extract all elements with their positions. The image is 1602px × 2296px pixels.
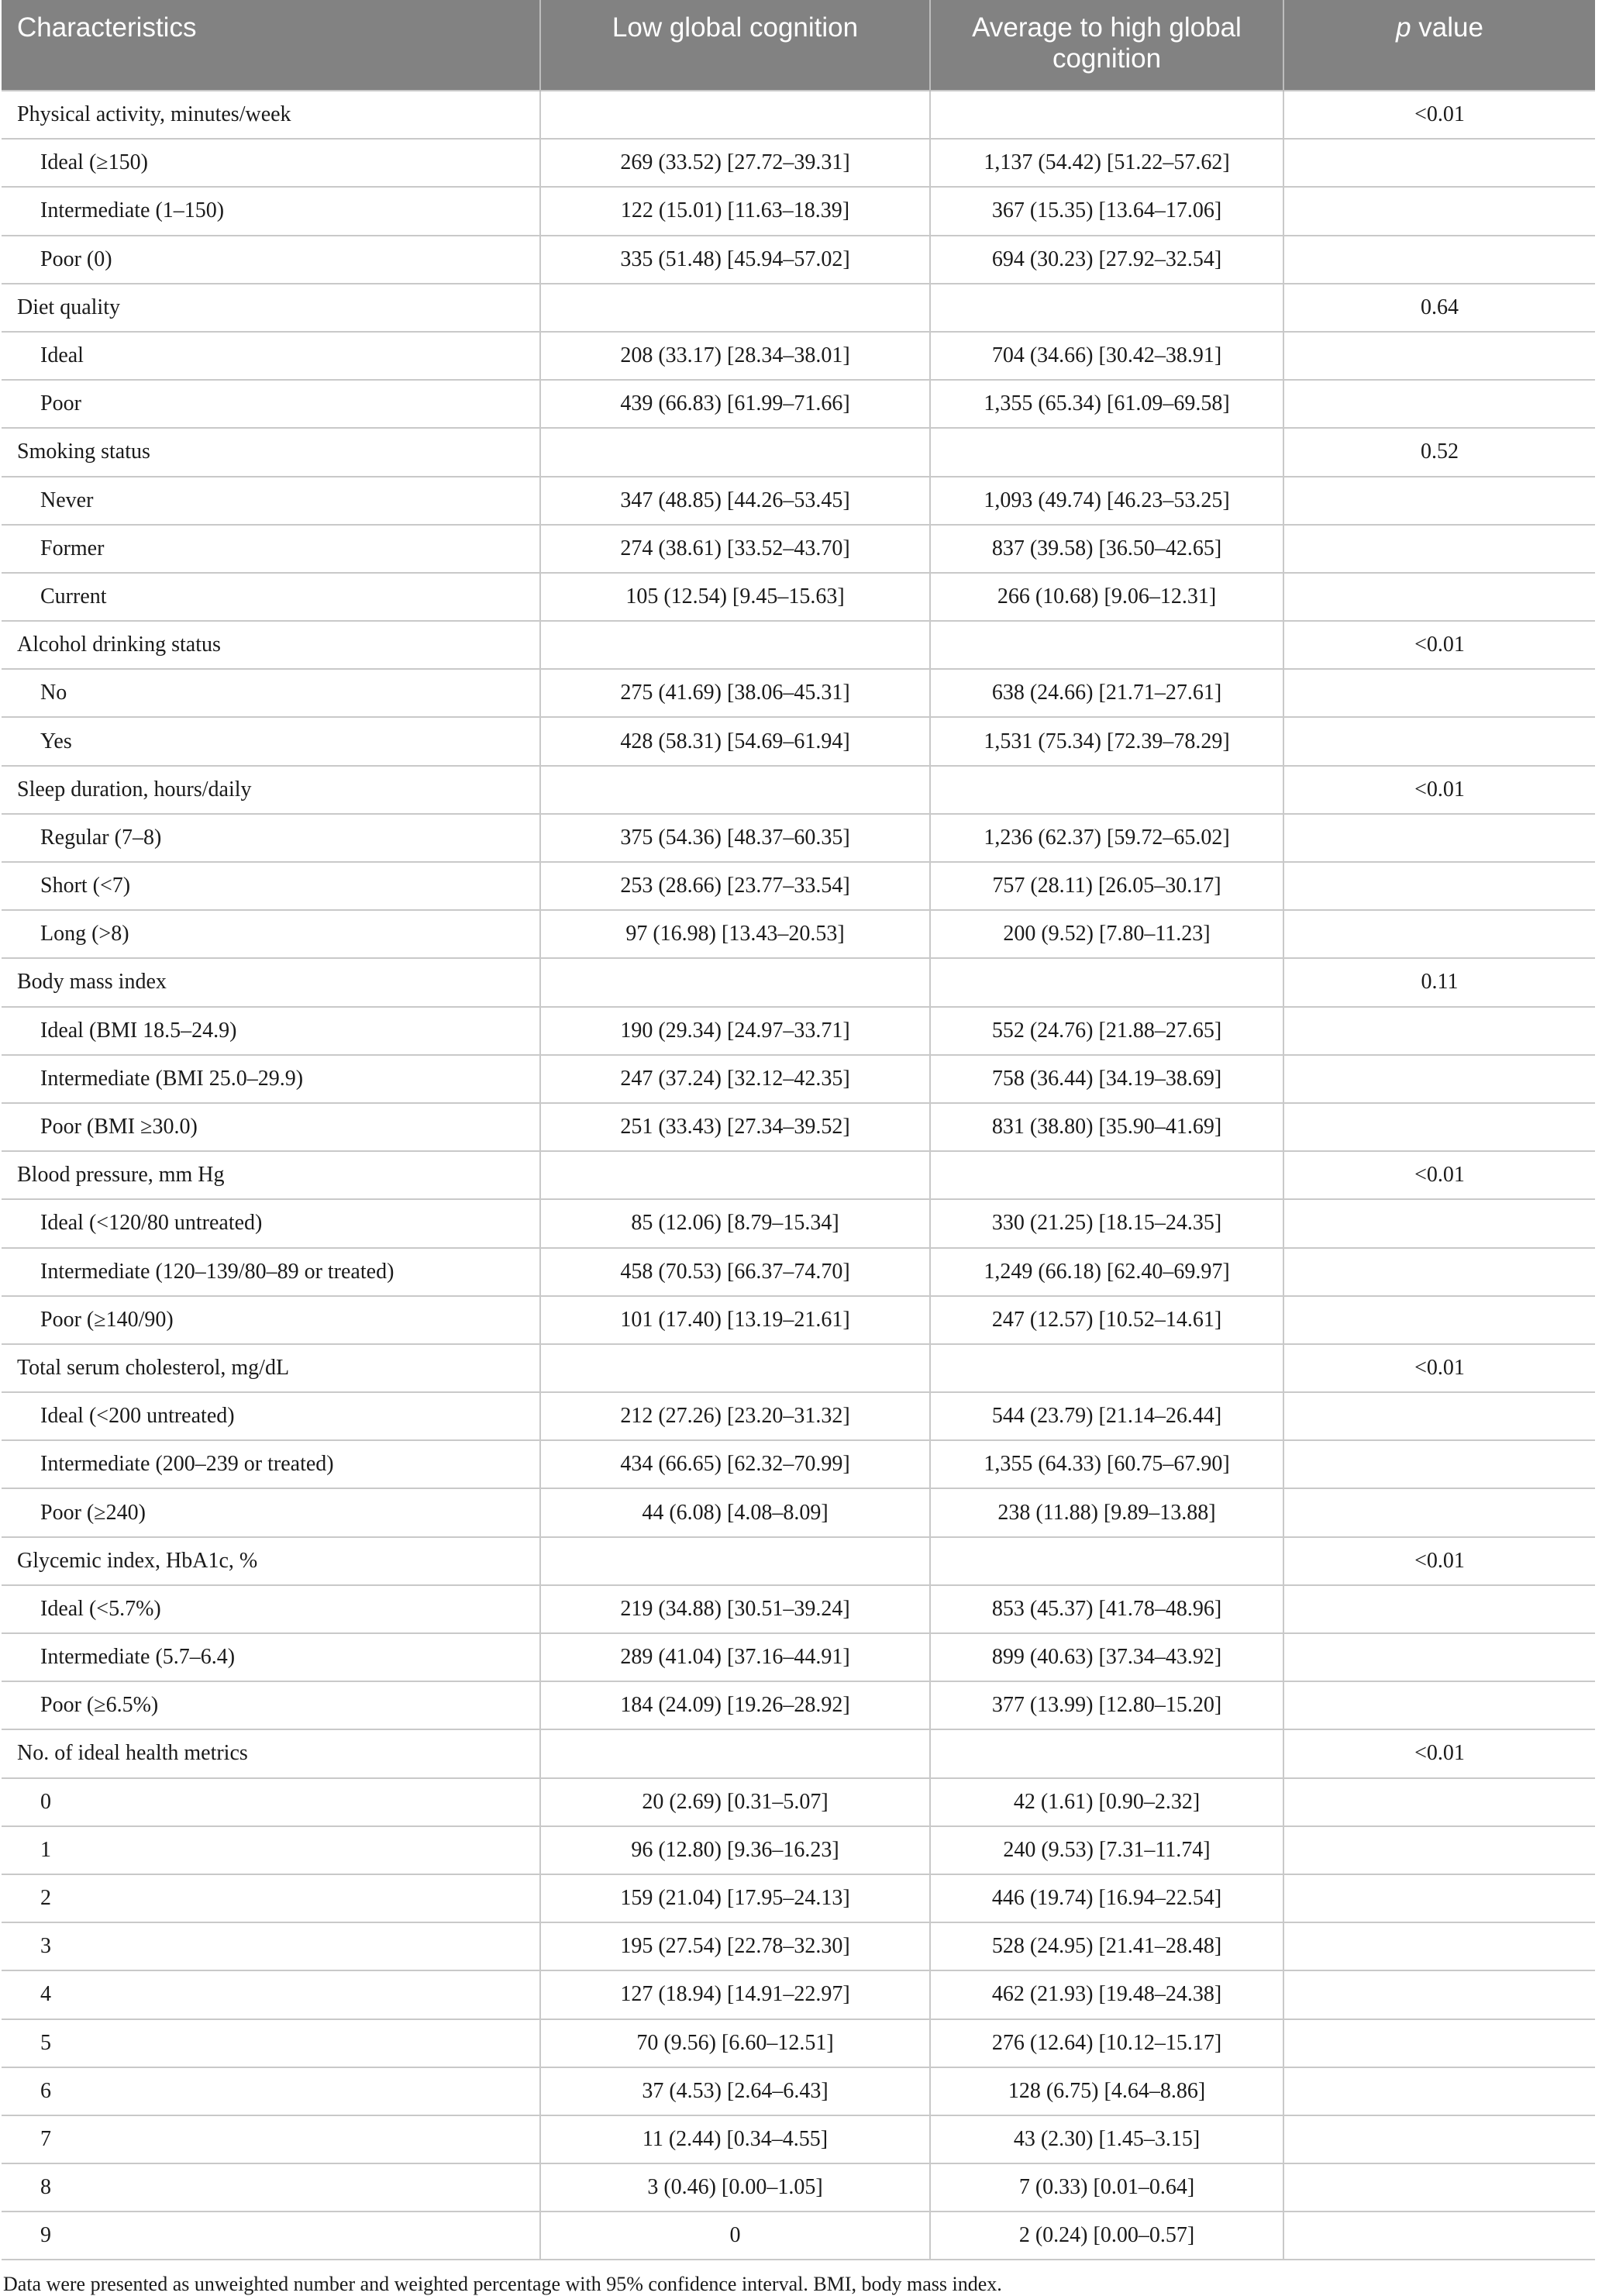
table-row-category	[2, 428, 1595, 476]
cell-average-to-high-global-cognition: 704 (34.66) [30.42–38.91]	[930, 332, 1283, 380]
cell-low-global-cognition: 439 (66.83) [61.99–71.66]	[540, 380, 930, 428]
table-row	[2, 477, 1595, 525]
category-label: No. of ideal health metrics	[2, 1729, 540, 1777]
row-label: Former	[2, 525, 540, 573]
table-row-category	[2, 958, 1595, 1006]
table-row	[2, 236, 1595, 284]
cell-average-to-high-global-cognition: 1,236 (62.37) [59.72–65.02]	[930, 814, 1283, 862]
cell-low-global-cognition: 434 (66.65) [62.32–70.99]	[540, 1440, 930, 1488]
cell-average-to-high-global-cognition: 837 (39.58) [36.50–42.65]	[930, 525, 1283, 573]
cell-p-value	[1283, 910, 1595, 958]
cell-p-value	[1283, 2115, 1595, 2163]
cell-low-global-cognition: 212 (27.26) [23.20–31.32]	[540, 1392, 930, 1440]
cell-low-global-cognition: 190 (29.34) [24.97–33.71]	[540, 1007, 930, 1055]
cell-low-global-cognition: 85 (12.06) [8.79–15.34]	[540, 1199, 930, 1247]
cell-p-value	[1283, 1296, 1595, 1344]
cell-p-value	[1283, 1970, 1595, 2018]
cell-p-value: <0.01	[1283, 1537, 1595, 1585]
cell-low-global-cognition: 251 (33.43) [27.34–39.52]	[540, 1103, 930, 1151]
cell-p-value	[1283, 1874, 1595, 1922]
cell-low-global-cognition: 253 (28.66) [23.77–33.54]	[540, 862, 930, 910]
row-label: Poor (≥140/90)	[2, 1296, 540, 1344]
table-row-category	[2, 1537, 1595, 1585]
table-row	[2, 2163, 1595, 2212]
category-label: Smoking status	[2, 428, 540, 476]
cell-low-global-cognition: 101 (17.40) [13.19–21.61]	[540, 1296, 930, 1344]
cell-p-value	[1283, 1007, 1595, 1055]
cell-average-to-high-global-cognition: 757 (28.11) [26.05–30.17]	[930, 862, 1283, 910]
row-label: Ideal (<5.7%)	[2, 1585, 540, 1633]
row-label: 9	[2, 2212, 540, 2260]
cell-average-to-high-global-cognition: 638 (24.66) [21.71–27.61]	[930, 669, 1283, 717]
cell-p-value: <0.01	[1283, 1151, 1595, 1199]
cell-average-to-high-global-cognition	[930, 1537, 1283, 1585]
cell-p-value	[1283, 1488, 1595, 1536]
category-label: Physical activity, minutes/week	[2, 91, 540, 139]
cell-average-to-high-global-cognition: 377 (13.99) [12.80–15.20]	[930, 1681, 1283, 1729]
cell-p-value: <0.01	[1283, 1344, 1595, 1392]
table-row	[2, 2212, 1595, 2260]
cell-p-value: 0.52	[1283, 428, 1595, 476]
cell-low-global-cognition: 195 (27.54) [22.78–32.30]	[540, 1922, 930, 1970]
row-label: Intermediate (200–239 or treated)	[2, 1440, 540, 1488]
cell-p-value	[1283, 2212, 1595, 2260]
cell-p-value	[1283, 2019, 1595, 2067]
cell-average-to-high-global-cognition	[930, 1151, 1283, 1199]
row-label: 4	[2, 1970, 540, 2018]
cell-p-value	[1283, 2067, 1595, 2115]
cell-low-global-cognition: 20 (2.69) [0.31–5.07]	[540, 1778, 930, 1826]
table-row	[2, 862, 1595, 910]
table-row	[2, 525, 1595, 573]
table-row	[2, 669, 1595, 717]
cell-average-to-high-global-cognition: 42 (1.61) [0.90–2.32]	[930, 1778, 1283, 1826]
cell-average-to-high-global-cognition	[930, 284, 1283, 332]
table-header	[2, 0, 1595, 91]
table-row	[2, 573, 1595, 621]
row-label: Ideal (BMI 18.5–24.9)	[2, 1007, 540, 1055]
cell-p-value: 0.64	[1283, 284, 1595, 332]
cell-low-global-cognition: 289 (41.04) [37.16–44.91]	[540, 1633, 930, 1681]
row-label: Long (>8)	[2, 910, 540, 958]
cell-p-value	[1283, 1055, 1595, 1103]
cell-average-to-high-global-cognition	[930, 428, 1283, 476]
cell-average-to-high-global-cognition: 276 (12.64) [10.12–15.17]	[930, 2019, 1283, 2067]
cell-average-to-high-global-cognition: 544 (23.79) [21.14–26.44]	[930, 1392, 1283, 1440]
header-low-global-cognition: Low global cognition	[540, 0, 930, 91]
table-row	[2, 1199, 1595, 1247]
row-label: 6	[2, 2067, 540, 2115]
table-row	[2, 380, 1595, 428]
cell-p-value	[1283, 236, 1595, 284]
table-row-category	[2, 766, 1595, 814]
category-label: Diet quality	[2, 284, 540, 332]
cell-low-global-cognition: 458 (70.53) [66.37–74.70]	[540, 1248, 930, 1296]
table-row-category	[2, 91, 1595, 139]
cell-low-global-cognition	[540, 958, 930, 1006]
table-row	[2, 1874, 1595, 1922]
header-p-value	[1283, 0, 1595, 91]
cell-average-to-high-global-cognition: 1,355 (64.33) [60.75–67.90]	[930, 1440, 1283, 1488]
cell-average-to-high-global-cognition: 7 (0.33) [0.01–0.64]	[930, 2163, 1283, 2212]
cell-low-global-cognition: 127 (18.94) [14.91–22.97]	[540, 1970, 930, 2018]
cell-average-to-high-global-cognition: 247 (12.57) [10.52–14.61]	[930, 1296, 1283, 1344]
cell-average-to-high-global-cognition: 238 (11.88) [9.89–13.88]	[930, 1488, 1283, 1536]
cell-p-value	[1283, 139, 1595, 187]
cell-p-value	[1283, 1633, 1595, 1681]
cell-low-global-cognition: 275 (41.69) [38.06–45.31]	[540, 669, 930, 717]
cell-low-global-cognition: 184 (24.09) [19.26–28.92]	[540, 1681, 930, 1729]
row-label: Regular (7–8)	[2, 814, 540, 862]
table-row	[2, 1103, 1595, 1151]
data-table	[2, 0, 1595, 2260]
row-label: 3	[2, 1922, 540, 1970]
table-row	[2, 910, 1595, 958]
cell-p-value	[1283, 1440, 1595, 1488]
cell-low-global-cognition: 97 (16.98) [13.43–20.53]	[540, 910, 930, 958]
cell-p-value: 0.11	[1283, 958, 1595, 1006]
table-row	[2, 1922, 1595, 1970]
cell-average-to-high-global-cognition	[930, 1344, 1283, 1392]
cell-p-value	[1283, 187, 1595, 235]
table-row-category	[2, 1344, 1595, 1392]
cell-average-to-high-global-cognition: 240 (9.53) [7.31–11.74]	[930, 1826, 1283, 1874]
cell-low-global-cognition: 44 (6.08) [4.08–8.09]	[540, 1488, 930, 1536]
cell-average-to-high-global-cognition: 43 (2.30) [1.45–3.15]	[930, 2115, 1283, 2163]
header-characteristics: Characteristics	[2, 0, 540, 91]
cell-average-to-high-global-cognition: 758 (36.44) [34.19–38.69]	[930, 1055, 1283, 1103]
cell-p-value	[1283, 1248, 1595, 1296]
header-p-value-text: value	[1411, 12, 1483, 43]
table-row	[2, 1681, 1595, 1729]
cell-p-value	[1283, 1103, 1595, 1151]
table-row	[2, 1296, 1595, 1344]
row-label: Ideal	[2, 332, 540, 380]
table-body	[2, 91, 1595, 2260]
cell-p-value	[1283, 1681, 1595, 1729]
cell-p-value	[1283, 332, 1595, 380]
row-label: Poor (0)	[2, 236, 540, 284]
header-p-letter: p	[1396, 12, 1411, 43]
table-row	[2, 1488, 1595, 1536]
table-row	[2, 187, 1595, 235]
table-row	[2, 1778, 1595, 1826]
cell-average-to-high-global-cognition	[930, 91, 1283, 139]
cell-low-global-cognition: 11 (2.44) [0.34–4.55]	[540, 2115, 930, 2163]
header-average-to-high-global-cognition: Average to high global cognition	[930, 0, 1283, 91]
table-row	[2, 717, 1595, 765]
cell-low-global-cognition	[540, 91, 930, 139]
table-row	[2, 1055, 1595, 1103]
row-label: Intermediate (BMI 25.0–29.9)	[2, 1055, 540, 1103]
row-label: Poor (≥6.5%)	[2, 1681, 540, 1729]
row-label: 2	[2, 1874, 540, 1922]
table-row-category	[2, 1729, 1595, 1777]
cell-low-global-cognition: 274 (38.61) [33.52–43.70]	[540, 525, 930, 573]
row-label: Poor	[2, 380, 540, 428]
cell-average-to-high-global-cognition: 831 (38.80) [35.90–41.69]	[930, 1103, 1283, 1151]
cell-low-global-cognition: 347 (48.85) [44.26–53.45]	[540, 477, 930, 525]
table-row	[2, 1826, 1595, 1874]
row-label: Poor (≥240)	[2, 1488, 540, 1536]
cell-low-global-cognition	[540, 284, 930, 332]
cell-p-value: <0.01	[1283, 621, 1595, 669]
cell-low-global-cognition: 208 (33.17) [28.34–38.01]	[540, 332, 930, 380]
cell-p-value	[1283, 1392, 1595, 1440]
row-label: Short (<7)	[2, 862, 540, 910]
cell-average-to-high-global-cognition: 2 (0.24) [0.00–0.57]	[930, 2212, 1283, 2260]
cell-p-value	[1283, 814, 1595, 862]
row-label: 0	[2, 1778, 540, 1826]
cell-p-value: <0.01	[1283, 766, 1595, 814]
cell-p-value	[1283, 1778, 1595, 1826]
cell-low-global-cognition: 159 (21.04) [17.95–24.13]	[540, 1874, 930, 1922]
cell-low-global-cognition: 3 (0.46) [0.00–1.05]	[540, 2163, 930, 2212]
table-row-category	[2, 621, 1595, 669]
row-label: Intermediate (1–150)	[2, 187, 540, 235]
cell-low-global-cognition	[540, 1344, 930, 1392]
cell-average-to-high-global-cognition: 367 (15.35) [13.64–17.06]	[930, 187, 1283, 235]
cell-average-to-high-global-cognition: 1,531 (75.34) [72.39–78.29]	[930, 717, 1283, 765]
row-label: 1	[2, 1826, 540, 1874]
cell-average-to-high-global-cognition: 1,093 (49.74) [46.23–53.25]	[930, 477, 1283, 525]
table-row	[2, 2115, 1595, 2163]
cell-p-value	[1283, 1585, 1595, 1633]
cell-p-value	[1283, 477, 1595, 525]
table-row-category	[2, 1151, 1595, 1199]
cell-low-global-cognition: 247 (37.24) [32.12–42.35]	[540, 1055, 930, 1103]
row-label: Intermediate (5.7–6.4)	[2, 1633, 540, 1681]
table-row	[2, 1585, 1595, 1633]
table-row	[2, 139, 1595, 187]
cell-p-value	[1283, 1826, 1595, 1874]
cell-p-value	[1283, 573, 1595, 621]
cell-low-global-cognition: 428 (58.31) [54.69–61.94]	[540, 717, 930, 765]
table-row	[2, 332, 1595, 380]
cell-p-value	[1283, 1922, 1595, 1970]
cell-average-to-high-global-cognition: 853 (45.37) [41.78–48.96]	[930, 1585, 1283, 1633]
cell-p-value	[1283, 717, 1595, 765]
table-row	[2, 1007, 1595, 1055]
cell-p-value	[1283, 2163, 1595, 2212]
row-label: 7	[2, 2115, 540, 2163]
cell-average-to-high-global-cognition: 1,137 (54.42) [51.22–57.62]	[930, 139, 1283, 187]
cell-average-to-high-global-cognition: 266 (10.68) [9.06–12.31]	[930, 573, 1283, 621]
cell-low-global-cognition	[540, 1729, 930, 1777]
row-label: No	[2, 669, 540, 717]
cell-p-value	[1283, 669, 1595, 717]
row-label: 8	[2, 2163, 540, 2212]
cell-low-global-cognition: 105 (12.54) [9.45–15.63]	[540, 573, 930, 621]
cell-average-to-high-global-cognition: 446 (19.74) [16.94–22.54]	[930, 1874, 1283, 1922]
table-row	[2, 1633, 1595, 1681]
header-row	[2, 0, 1595, 91]
cell-low-global-cognition: 96 (12.80) [9.36–16.23]	[540, 1826, 930, 1874]
cell-low-global-cognition: 375 (54.36) [48.37–60.35]	[540, 814, 930, 862]
category-label: Glycemic index, HbA1c, %	[2, 1537, 540, 1585]
cell-average-to-high-global-cognition	[930, 1729, 1283, 1777]
category-label: Total serum cholesterol, mg/dL	[2, 1344, 540, 1392]
table-row-category	[2, 284, 1595, 332]
row-label: Never	[2, 477, 540, 525]
cell-average-to-high-global-cognition: 528 (24.95) [21.41–28.48]	[930, 1922, 1283, 1970]
cell-low-global-cognition	[540, 766, 930, 814]
row-label: Ideal (<200 untreated)	[2, 1392, 540, 1440]
cell-low-global-cognition: 0	[540, 2212, 930, 2260]
cell-average-to-high-global-cognition: 462 (21.93) [19.48–24.38]	[930, 1970, 1283, 2018]
table-row	[2, 1440, 1595, 1488]
table-row	[2, 1248, 1595, 1296]
cell-low-global-cognition	[540, 1537, 930, 1585]
row-label: Ideal (<120/80 untreated)	[2, 1199, 540, 1247]
table-row	[2, 1392, 1595, 1440]
category-label: Body mass index	[2, 958, 540, 1006]
cell-low-global-cognition	[540, 428, 930, 476]
cell-average-to-high-global-cognition	[930, 621, 1283, 669]
row-label: Poor (BMI ≥30.0)	[2, 1103, 540, 1151]
row-label: Yes	[2, 717, 540, 765]
table-row	[2, 814, 1595, 862]
row-label: 5	[2, 2019, 540, 2067]
cell-low-global-cognition: 219 (34.88) [30.51–39.24]	[540, 1585, 930, 1633]
cell-p-value: <0.01	[1283, 1729, 1595, 1777]
table-row	[2, 2067, 1595, 2115]
cell-average-to-high-global-cognition	[930, 766, 1283, 814]
cell-average-to-high-global-cognition: 1,355 (65.34) [61.09–69.58]	[930, 380, 1283, 428]
category-label: Sleep duration, hours/daily	[2, 766, 540, 814]
cell-p-value	[1283, 1199, 1595, 1247]
cell-average-to-high-global-cognition: 694 (30.23) [27.92–32.54]	[930, 236, 1283, 284]
cell-low-global-cognition	[540, 621, 930, 669]
cell-p-value: <0.01	[1283, 91, 1595, 139]
cell-average-to-high-global-cognition: 1,249 (66.18) [62.40–69.97]	[930, 1248, 1283, 1296]
category-label: Blood pressure, mm Hg	[2, 1151, 540, 1199]
cell-average-to-high-global-cognition	[930, 958, 1283, 1006]
cell-average-to-high-global-cognition: 552 (24.76) [21.88–27.65]	[930, 1007, 1283, 1055]
category-label: Alcohol drinking status	[2, 621, 540, 669]
cell-low-global-cognition: 269 (33.52) [27.72–39.31]	[540, 139, 930, 187]
cell-p-value	[1283, 525, 1595, 573]
cell-average-to-high-global-cognition: 899 (40.63) [37.34–43.92]	[930, 1633, 1283, 1681]
cell-average-to-high-global-cognition: 330 (21.25) [18.15–24.35]	[930, 1199, 1283, 1247]
table-row	[2, 1970, 1595, 2018]
table-row	[2, 2019, 1595, 2067]
cell-low-global-cognition: 37 (4.53) [2.64–6.43]	[540, 2067, 930, 2115]
row-label: Ideal (≥150)	[2, 139, 540, 187]
row-label: Intermediate (120–139/80–89 or treated)	[2, 1248, 540, 1296]
cell-low-global-cognition: 335 (51.48) [45.94–57.02]	[540, 236, 930, 284]
cell-p-value	[1283, 862, 1595, 910]
cell-average-to-high-global-cognition: 200 (9.52) [7.80–11.23]	[930, 910, 1283, 958]
cell-low-global-cognition: 122 (15.01) [11.63–18.39]	[540, 187, 930, 235]
cell-p-value	[1283, 380, 1595, 428]
row-label: Current	[2, 573, 540, 621]
cell-low-global-cognition	[540, 1151, 930, 1199]
cell-low-global-cognition: 70 (9.56) [6.60–12.51]	[540, 2019, 930, 2067]
table-footnote: Data were presented as unweighted number and weighted percentage with 95% confidence interval. BMI, body mass index.	[3, 2273, 1002, 2296]
cell-average-to-high-global-cognition: 128 (6.75) [4.64–8.86]	[930, 2067, 1283, 2115]
